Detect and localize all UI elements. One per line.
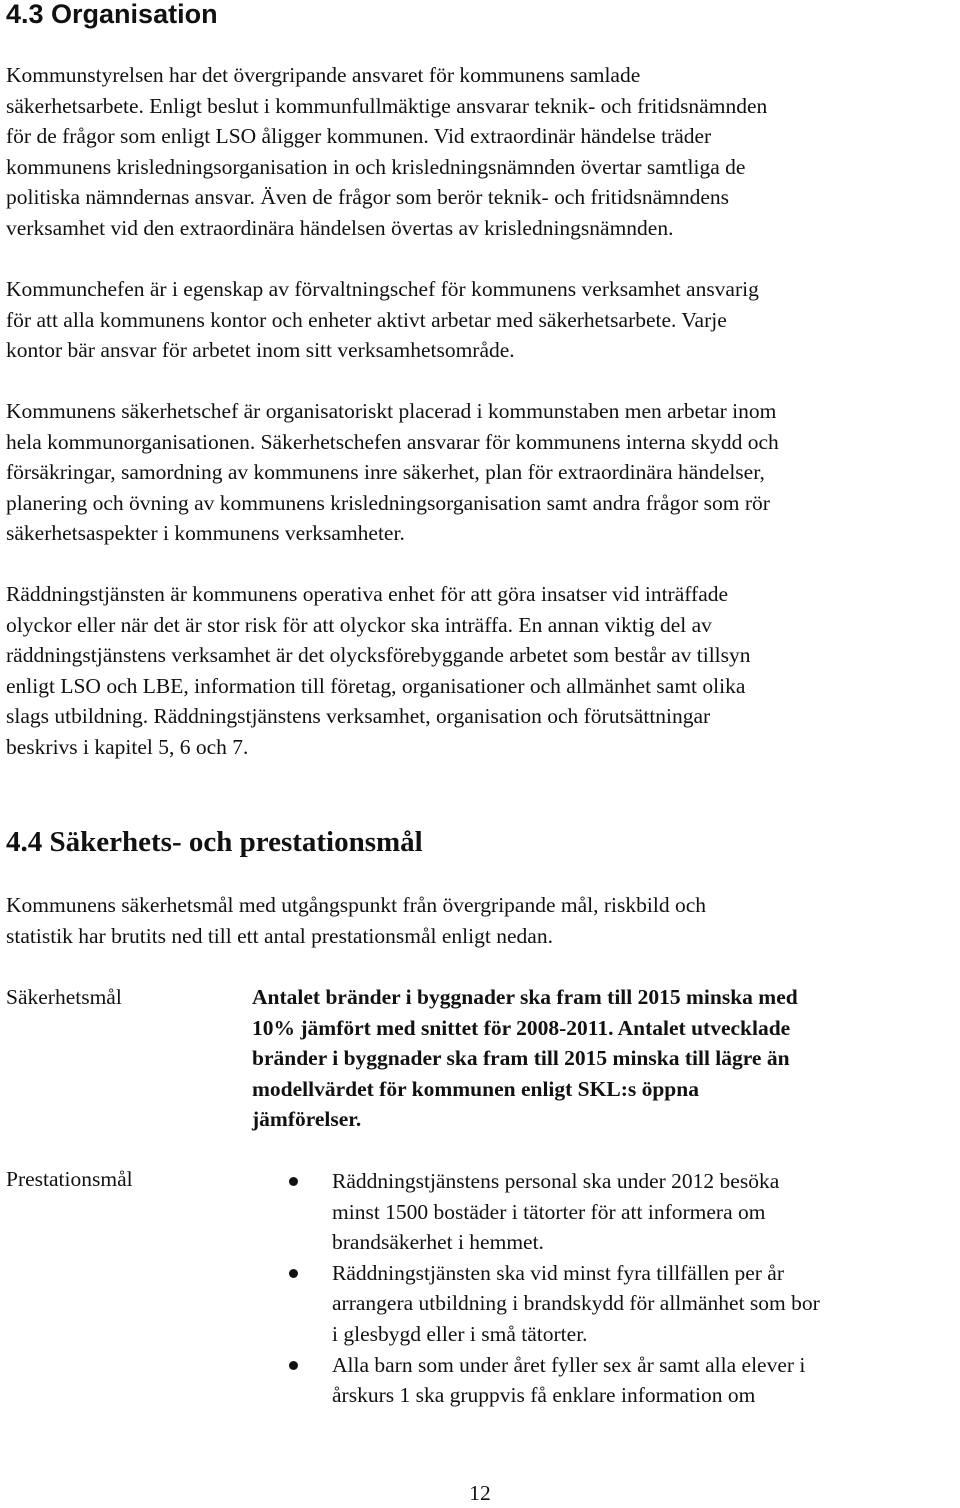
text-line: Alla barn som under året fyller sex år samt alla elever i [332,1352,806,1377]
bullet-icon [289,1361,298,1370]
page-number: 12 [469,1481,491,1505]
text-line: jämförelser. [252,1107,362,1132]
text-line: Kommunchefen är i egenskap av förvaltningschef för kommunens verksamhet ansvarig [6,277,759,301]
text-line: beskrivs i kapitel 5, 6 och 7. [6,734,249,759]
text-line: slags utbildning. Räddningstjänstens verksamhet, organisation och förutsättningar [6,704,711,729]
performance-goal-label: Prestationsmål [6,1167,133,1191]
safety-goal-text [252,982,952,1135]
text-line: i glesbygd eller i små tätorter. [332,1321,588,1346]
bullet-icon [289,1269,298,1278]
safety-goal-label: Säkerhetsmål [6,985,122,1009]
bullet-icon [289,1177,298,1186]
paragraph-raddningstjansten [6,579,958,763]
text-line: minst 1500 bostäder i tätorter för att informera om [332,1199,766,1224]
text-line: försäkringar, samordning av kommunens inre säkerhet, plan för extraordinära händelser, [6,460,765,485]
text-line: kommunens krisledningsorganisation in och krisledningsnämnden övertar samtliga de [6,154,746,179]
list-item [0,1350,960,1411]
text-line: enligt LSO och LBE, information till företag, organisationer och allmänhet samt olika [6,673,746,698]
text-line: Räddningstjänsten ska vid minst fyra tillfällen per år [332,1260,784,1285]
text-line: säkerhetsaspekter i kommunens verksamheter. [6,521,405,546]
text-line: arrangera utbildning i brandskydd för allmänhet som bor [332,1291,820,1316]
text-line: räddningstjänstens verksamhet är det olycksförebyggande arbetet som består av tillsyn [6,643,751,668]
text-line: olyckor eller när det är stor risk för att olyckor ska inträffa. En annan viktig del av [6,612,712,637]
text-line: Kommunstyrelsen har det övergripande ansvaret för kommunens samlade [6,63,641,87]
text-line: Kommunens säkerhetschef är organisatoriskt placerad i kommunstaben men arbetar inom [6,399,777,423]
section-heading-organisation: 4.3 Organisation [6,0,218,29]
text-line: Kommunens säkerhetsmål med utgångspunkt från övergripande mål, riskbild och [6,893,706,917]
text-line: Antalet bränder i byggnader ska fram till 2015 minska med [252,985,798,1009]
text-line: säkerhetsarbete. Enligt beslut i kommunfullmäktige ansvarar teknik- och fritidsnämnden [6,93,768,118]
paragraph-intro-sakerhetsmal [6,890,958,951]
text-line: Räddningstjänstens personal ska under 2012 besöka [332,1169,780,1193]
text-line: modellvärdet för kommunen enligt SKL:s öppna [252,1076,699,1101]
text-line: för de frågor som enligt LSO åligger kommunen. Vid extraordinär händelse träder [6,124,712,149]
text-line: hela kommunorganisationen. Säkerhetschefen ansvarar för kommunens interna skydd och [6,429,779,454]
paragraph-kommunchefen [6,274,958,366]
text-line: politiska nämndernas ansvar. Även de frågor som berör teknik- och fritidsnämndens [6,185,730,210]
section-heading-sakerhetsmal: 4.4 Säkerhets- och prestationsmål [6,826,423,858]
paragraph-kommunstyrelsen [6,60,958,244]
paragraph-sakerhetschef [6,396,958,549]
text-line: brandsäkerhet i hemmet. [332,1230,544,1255]
text-line: 10% jämfört med snittet för 2008-2011. Antalet utvecklade [252,1015,791,1040]
text-line: statistik har brutits ned till ett antal prestationsmål enligt nedan. [6,923,553,948]
text-line: Räddningstjänsten är kommunens operativa enhet för att göra insatser vid inträffade [6,582,729,606]
text-line: kontor bär ansvar för arbetet inom sitt verksamhetsområde. [6,338,515,363]
list-item [0,1166,960,1258]
text-line: årskurs 1 ska gruppvis få enklare information om [332,1383,756,1408]
performance-goal-list [0,1166,960,1411]
list-item [0,1258,960,1350]
text-line: planering och övning av kommunens krisledningsorganisation samt andra frågor som rör [6,490,770,515]
text-line: bränder i byggnader ska fram till 2015 minska till lägre än [252,1046,790,1071]
text-line: verksamhet vid den extraordinära händelsen övertas av krisledningsnämnden. [6,215,674,240]
text-line: för att alla kommunens kontor och enheter aktivt arbetar med säkerhetsarbete. Varje [6,307,727,332]
